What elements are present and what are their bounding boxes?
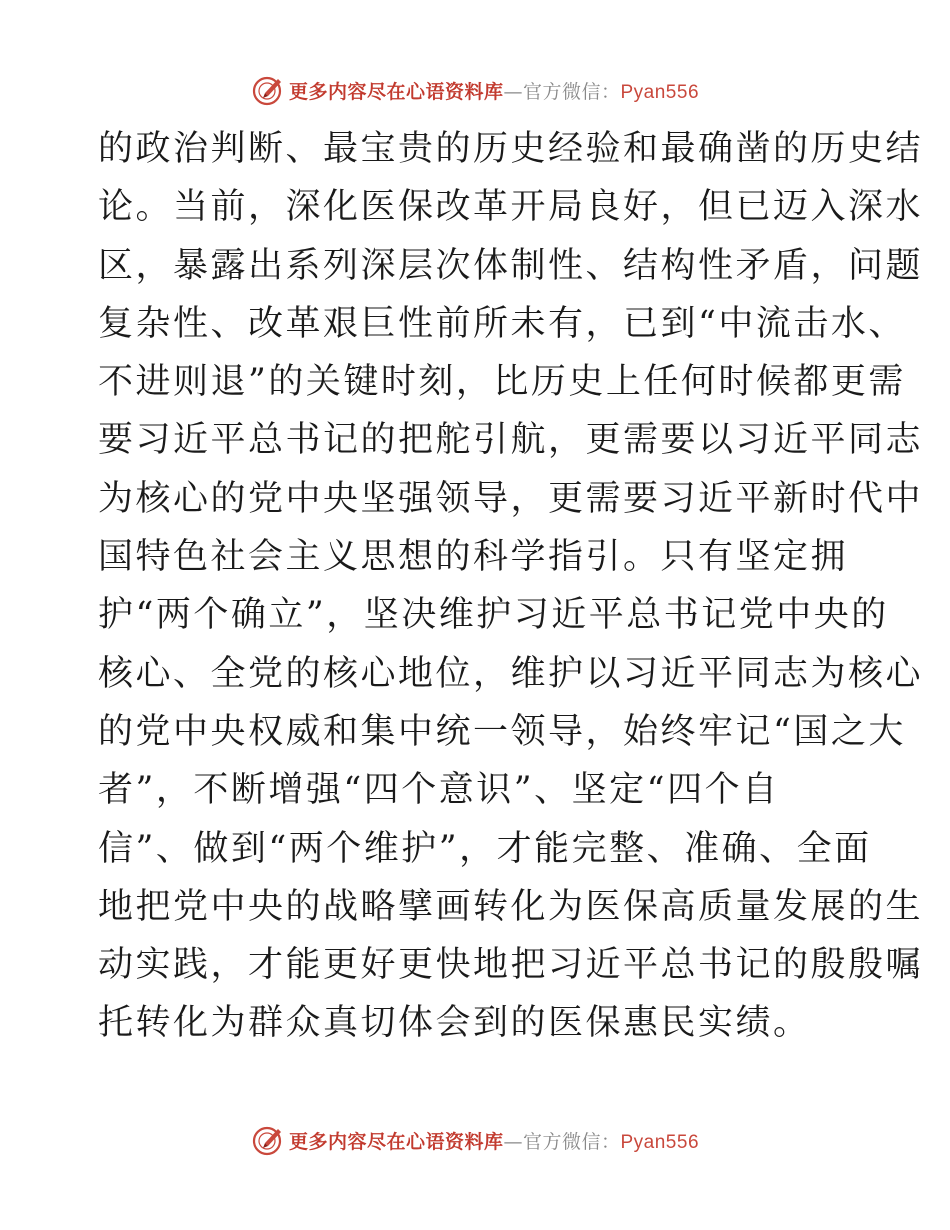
pen-nib-logo-icon bbox=[251, 73, 285, 107]
body-line: 的党中央权威和集中统一领导，始终牢记“国之大 bbox=[98, 711, 906, 752]
body-line: 地把党中央的战略擘画转化为医保高质量发展的生 bbox=[98, 886, 924, 927]
footer-watermark-wechat-id: Pyan556 bbox=[620, 1131, 700, 1153]
footer-watermark-brand: 更多内容尽在心语资料库 bbox=[288, 1130, 504, 1153]
footer-watermark-text bbox=[289, 1127, 699, 1154]
body-line: 者”，不断增强“四个意识”、坚定“四个自 bbox=[98, 770, 780, 811]
body-line: 不进则退”的关键时刻，比历史上任何时候都更需 bbox=[98, 362, 906, 403]
footer-watermark bbox=[0, 1120, 950, 1160]
body-line: 托转化为群众真切体会到的医保惠民实绩。 bbox=[98, 1003, 811, 1044]
header-watermark-wechat-label: 官方微信： bbox=[522, 80, 621, 103]
header-watermark-separator: — bbox=[503, 80, 523, 103]
body-line: 为核心的党中央坚强领导，更需要习近平新时代中 bbox=[98, 478, 924, 519]
body-line: 信”、做到“两个维护”，才能完整、准确、全面 bbox=[98, 828, 872, 869]
body-line: 的政治判断、最宝贵的历史经验和最确凿的历史结 bbox=[98, 129, 924, 169]
body-line: 论。当前，深化医保改革开局良好，但已迈入深水 bbox=[98, 187, 924, 228]
header-watermark-brand: 更多内容尽在心语资料库 bbox=[288, 80, 504, 103]
header-watermark-text bbox=[289, 77, 699, 104]
footer-watermark-wechat-label: 官方微信： bbox=[522, 1130, 621, 1153]
footer-watermark-separator: — bbox=[503, 1130, 523, 1153]
header-watermark-wechat-id: Pyan556 bbox=[620, 81, 700, 103]
body-line: 国特色社会主义思想的科学指引。只有坚定拥 bbox=[98, 537, 849, 578]
header-watermark bbox=[0, 70, 950, 110]
document-body bbox=[98, 120, 924, 1053]
body-line: 区，暴露出系列深层次体制性、结构性矛盾，问题 bbox=[98, 245, 924, 286]
body-line: 动实践，才能更好更快地把习近平总书记的殷殷嘱 bbox=[98, 945, 924, 986]
body-line: 要习近平总书记的把舵引航，更需要以习近平同志 bbox=[98, 420, 924, 461]
pen-nib-logo-icon bbox=[251, 1123, 285, 1157]
body-line: 护“两个确立”，坚决维护习近平总书记党中央的 bbox=[98, 595, 889, 636]
body-line: 复杂性、改革艰巨性前所未有，已到“中流击水、 bbox=[98, 303, 906, 344]
body-line: 核心、全党的核心地位，维护以习近平同志为核心 bbox=[98, 653, 924, 694]
